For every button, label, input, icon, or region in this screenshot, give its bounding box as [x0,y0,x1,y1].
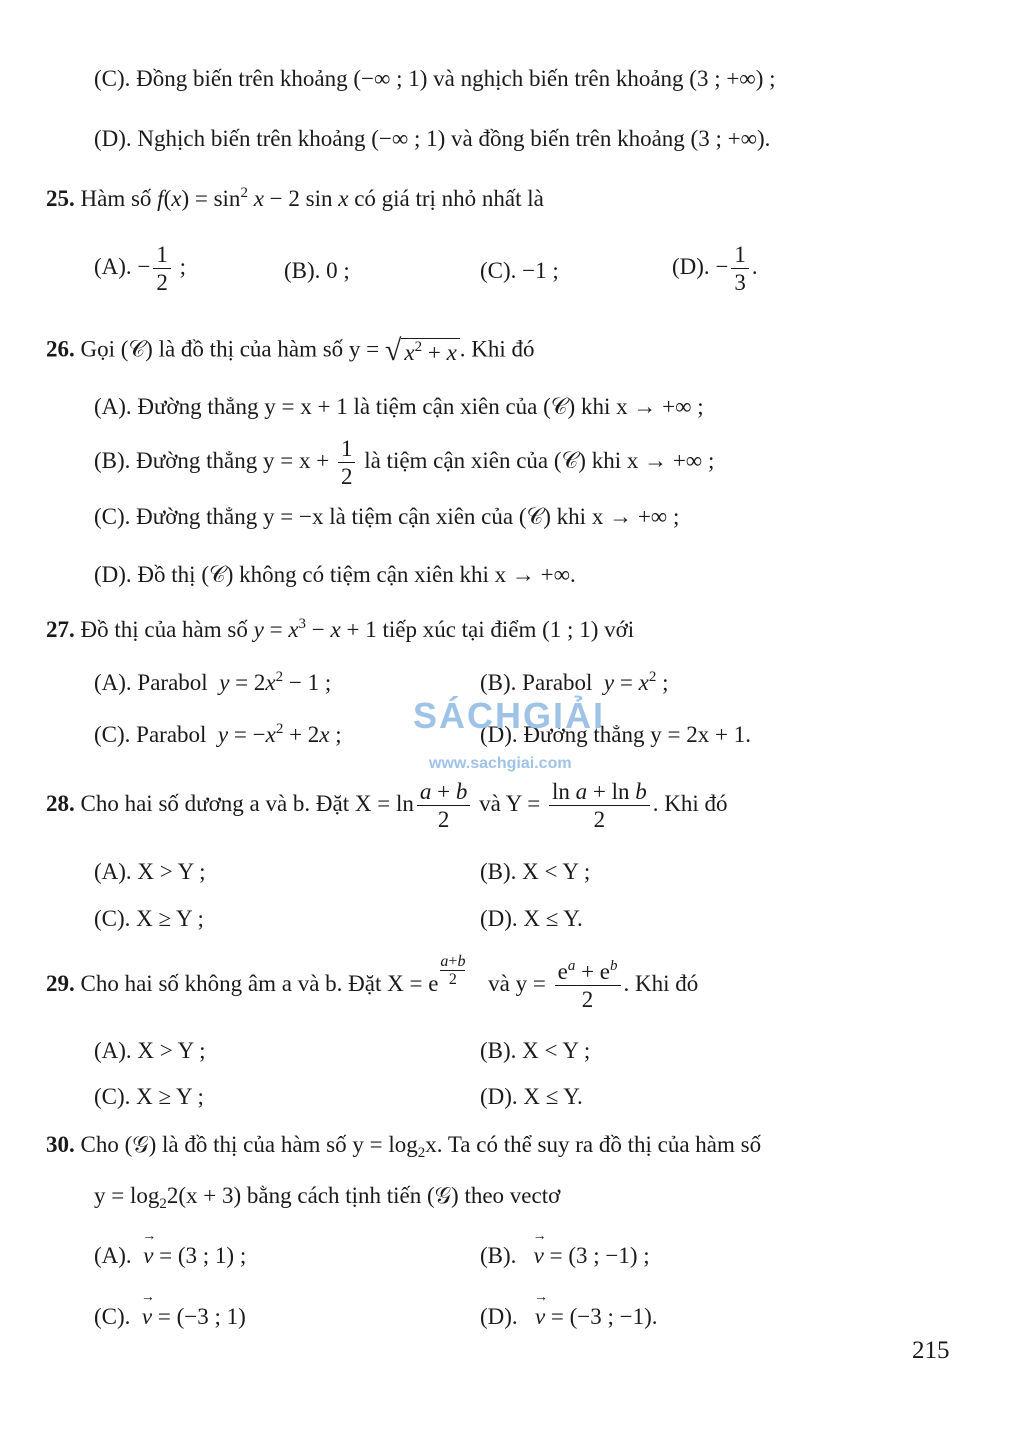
q24-option-d: (D). Nghịch biến trên khoảng (−∞ ; 1) và đồng biến trên khoảng (3 ; +∞). [94,126,771,151]
question-number: 25. [46,186,75,211]
option-label: (D). [672,253,710,279]
vector-v: → v [534,1244,544,1267]
vector-v: → v [535,1305,545,1328]
question-text: Cho hai số dương a và b. Đặt X = ln [80,790,414,816]
question-text: Cho hai số không âm a và b. Đặt X = e [80,970,439,996]
option-label: (B). [480,1243,517,1268]
question-text: có giá trị nhỏ nhất là [354,186,544,211]
watermark [413,695,606,772]
option-label: (C). [94,1304,131,1329]
q26-option-b: (B). Đường thẳng y = x + $\frac{1}{2}$ là tiệm cận xiên của (𝒞) khi x → +∞ ; [94,436,715,489]
q25-option-d: (D). − $\frac{1}{3}$ . [672,242,758,295]
q26-option-d: (D). Đồ thị (𝒞) không có tiệm cận xiên khi x → +∞. [94,562,576,587]
question-number: 30. [46,1132,75,1157]
question-text: Hàm số [80,186,152,211]
option-text: = (3 ; −1) ; [549,1243,650,1268]
option-text: = (−3 ; 1) [157,1304,246,1329]
option-label: (A). [94,1243,132,1268]
question-text: y = log [94,1183,160,1208]
watermark-title: SÁCHGIẢI [413,695,606,736]
sqrt-expression: √ $x^2 + x$ [385,336,460,366]
option-label: (C). Parabol [94,722,207,747]
q30-option-b [480,1244,650,1267]
q27-option-a: (A). Parabol $y = 2x^2 - 1$ ; [94,669,332,695]
q30-option-c [94,1305,246,1328]
q26-option-a: (A). Đường thẳng y = x + 1 là tiệm cận xiên của (𝒞) khi x → +∞ ; [94,394,704,419]
fraction: $\frac{a + b}{2}$ [417,780,470,831]
q28-option-a: (A). X > Y ; [94,859,206,884]
vector-v: → v [142,1305,152,1328]
q29-option-d: (D). X ≤ Y. [480,1084,583,1109]
q27-question [46,618,634,641]
question-text: Gọi (𝒞) là đồ thị của hàm số y = [80,336,380,362]
question-text: 2(x + 3) bằng cách tịnh tiến (𝒢) theo vectơ [166,1183,561,1208]
q28-option-c: (C). X ≥ Y ; [94,906,204,931]
question-text: x. Ta có thể suy ra đồ thị của hàm số [425,1132,762,1157]
q25-question [46,187,544,210]
option-label: (B). Parabol [480,670,593,695]
option-text: = (−3 ; −1). [550,1304,658,1329]
vector-v: → v [143,1244,153,1267]
q27-option-d: (D). Đường thẳng y = 2x + 1. [480,722,751,747]
question-text: . Khi đó [652,790,728,816]
q29-option-b: (B). X < Y ; [480,1038,591,1063]
question-text: và Y = [479,790,541,816]
question-text: Cho (𝒢) là đồ thị của hàm số y = log [80,1132,418,1157]
option-label: (D). [480,1304,518,1329]
q29-question: 29. Cho hai số không âm a và b. Đặt X = e a+b 2 và y = $\frac{e^a + e^b}{2}$ . Khi đó [46,952,699,1012]
question-text: tiếp xúc tại điểm (1 ; 1) với [382,617,635,642]
q30-option-d [480,1305,658,1328]
exponent-expression [81,972,439,995]
fraction: $\frac{e^a + e^b}{2}$ [555,960,621,1011]
question-text: . Khi đó [459,336,535,362]
q29-option-c: (C). X ≥ Y ; [94,1084,204,1109]
watermark-url: www.sachgiai.com [429,755,572,772]
q25-option-c: (C). −1 ; [480,258,559,283]
q30-question: 30. Cho (𝒢) là đồ thị của hàm số $y = \log_2x$. Ta có thể suy ra đồ thị của hàm số [46,1132,762,1161]
q27-option-c: (C). Parabol $y = -x^2 + 2x$ ; [94,721,342,747]
question-number: 26. [46,336,75,362]
question-text: Đồ thị của hàm số [80,617,248,642]
option-label: (A). [94,253,132,279]
q29-option-a: (A). X > Y ; [94,1038,206,1063]
q26-option-c: (C). Đường thẳng y = −x là tiệm cận xiên của (𝒞) khi x → +∞ ; [94,504,680,529]
q24-option-c: (C). Đồng biến trên khoảng (−∞ ; 1) và nghịch biến trên khoảng (3 ; +∞) ; [94,66,776,91]
math-expression: $y = x^3 - x + 1$ [253,616,377,642]
fraction: $\frac{\text{ln a + ln b}}{2}$ [549,780,650,831]
q28-option-b: (B). X < Y ; [480,859,591,884]
question-number: 27. [46,617,75,642]
option-text: là tiệm cận xiên của (𝒞) khi x → +∞ ; [364,447,715,473]
q30-question-line2: $y = \log_22(x + 3)$ bằng cách tịnh tiến (𝒢) theo vectơ [94,1183,561,1212]
q28-option-d: (D). X ≤ Y. [480,906,583,931]
q28-question [46,780,727,831]
page-number: 215 [912,1337,950,1364]
question-text: . Khi đó [623,970,699,996]
math-expression: $f(x) = \sin^2 x - 2$ sin x [157,185,349,211]
question-text: và y = [488,970,546,996]
option-text: (B). Đường thẳng y = x + [94,447,330,473]
question-number: 29. [46,970,75,996]
q30-option-a [94,1244,246,1267]
q27-option-b: (B). Parabol $y = x^2$ ; [480,669,669,695]
option-label: (A). Parabol [94,670,208,695]
q25-option-a: (A). − $\frac{1}{2}$ ; [94,242,187,295]
question-number: 28. [46,790,75,816]
q25-option-b: (B). 0 ; [284,258,350,283]
option-text: = (3 ; 1) ; [159,1243,247,1268]
q26-question [46,336,535,366]
